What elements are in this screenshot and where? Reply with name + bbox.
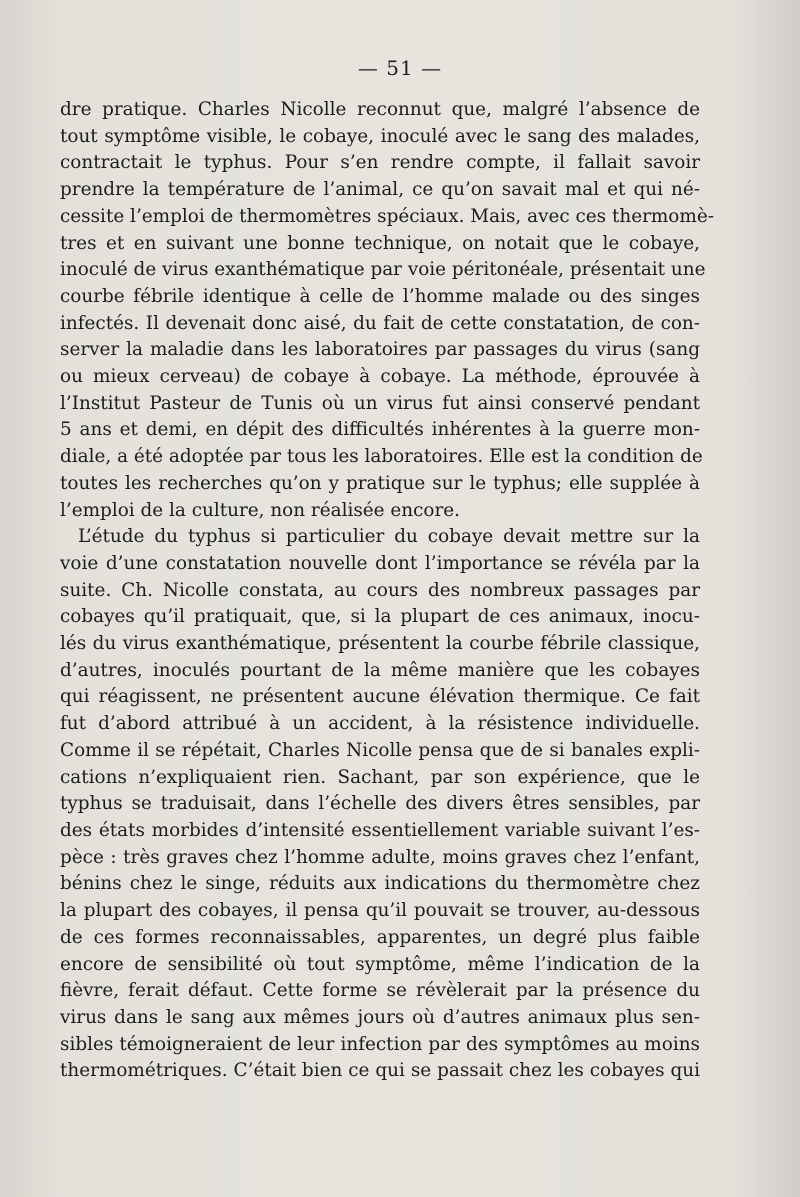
text-line: cessite l’emploi de thermomètres spéciaux. Mais, avec ces thermomè- <box>60 205 714 227</box>
text-line: de ces formes reconnaissables, apparentes, un degré plus faible <box>60 926 700 948</box>
text-line: tout symptôme visible, le cobaye, inoculé avec le sang des malades, <box>60 125 700 147</box>
text-line: inoculé de virus exanthématique par voie péritonéale, présentait une <box>60 259 706 281</box>
text-line: la plupart des cobayes, il pensa qu’il pouvait se trouver, au-dessous <box>60 900 700 922</box>
text-line: tres et en suivant une bonne technique, on notait que le cobaye, <box>60 232 700 254</box>
text-line: cations n’expliquaient rien. Sachant, par son expérience, que le <box>60 766 700 788</box>
text-line: contractait le typhus. Pour s’en rendre compte, il fallait savoir <box>60 152 700 174</box>
text-line: thermométriques. C’était bien ce qui se passait chez les cobayes qui <box>60 1060 700 1082</box>
text-line: voie d’une constatation nouvelle dont l’importance se révéla par la <box>60 552 700 574</box>
text-line: dre pratique. Charles Nicolle reconnut que, malgré l’absence de <box>60 99 700 120</box>
text-line: qui réagissent, ne présentent aucune élévation thermique. Ce fait <box>60 686 700 708</box>
text-line: virus dans le sang aux mêmes jours où d’autres animaux plus sen- <box>60 1006 700 1028</box>
text-line: prendre la température de l’animal, ce qu’on savait mal et qui né- <box>60 179 700 201</box>
text-line: des états morbides d’intensité essentiellement variable suivant l’es- <box>60 819 700 841</box>
text-line: infectés. Il devenait donc aisé, du fait de cette constatation, de con- <box>60 312 700 334</box>
text-line: l’Institut Pasteur de Tunis où un virus fut ainsi conservé pendant <box>60 392 700 414</box>
text-line: suite. Ch. Nicolle constata, au cours des nombreux passages par <box>60 579 700 601</box>
text-line: d’autres, inoculés pourtant de la même manière que les cobayes <box>60 659 700 681</box>
text-line: sibles témoigneraient de leur infection par des symptômes au moins <box>60 1033 700 1055</box>
text-line: L’étude du typhus si particulier du cobaye devait mettre sur la <box>78 526 700 548</box>
text-line: cobayes qu’il pratiquait, que, si la plupart de ces animaux, inocu- <box>60 606 700 628</box>
text-line: courbe fébrile identique à celle de l’homme malade ou des singes <box>60 285 700 307</box>
body-text <box>60 97 714 1085</box>
text-line: typhus se traduisait, dans l’échelle des divers êtres sensibles, par <box>60 793 700 815</box>
text-line: ou mieux cerveau) de cobaye à cobaye. La méthode, éprouvée à <box>60 366 700 388</box>
text-line: diale, a été adoptée par tous les laboratoires. Elle est la condition de <box>60 446 703 468</box>
text-line: l’emploi de la culture, non réalisée encore. <box>60 499 461 521</box>
text-line: fièvre, ferait défaut. Cette forme se révèlerait par la présence du <box>60 980 700 1002</box>
text-line: encore de sensibilité où tout symptôme, même l’indication de la <box>60 953 700 975</box>
text-line: Comme il se répétait, Charles Nicolle pensa que de si banales expli- <box>60 739 700 761</box>
text-line: fut d’abord attribué à un accident, à la résistence individuelle. <box>60 713 700 735</box>
text-line: toutes les recherches qu’on y pratique sur le typhus; elle supplée à <box>60 472 700 494</box>
text-line: bénins chez le singe, réduits aux indications du thermomètre chez <box>60 873 700 895</box>
text-line: server la maladie dans les laboratoires par passages du virus (sang <box>60 339 700 361</box>
text-line: lés du virus exanthématique, présentent la courbe fébrile classique, <box>60 633 700 655</box>
text-line: 5 ans et demi, en dépit des difficultés inhérentes à la guerre mon- <box>60 419 700 441</box>
page-number: — 51 — <box>357 56 443 80</box>
text-line: pèce : très graves chez l’homme adulte, moins graves chez l’enfant, <box>60 846 700 868</box>
